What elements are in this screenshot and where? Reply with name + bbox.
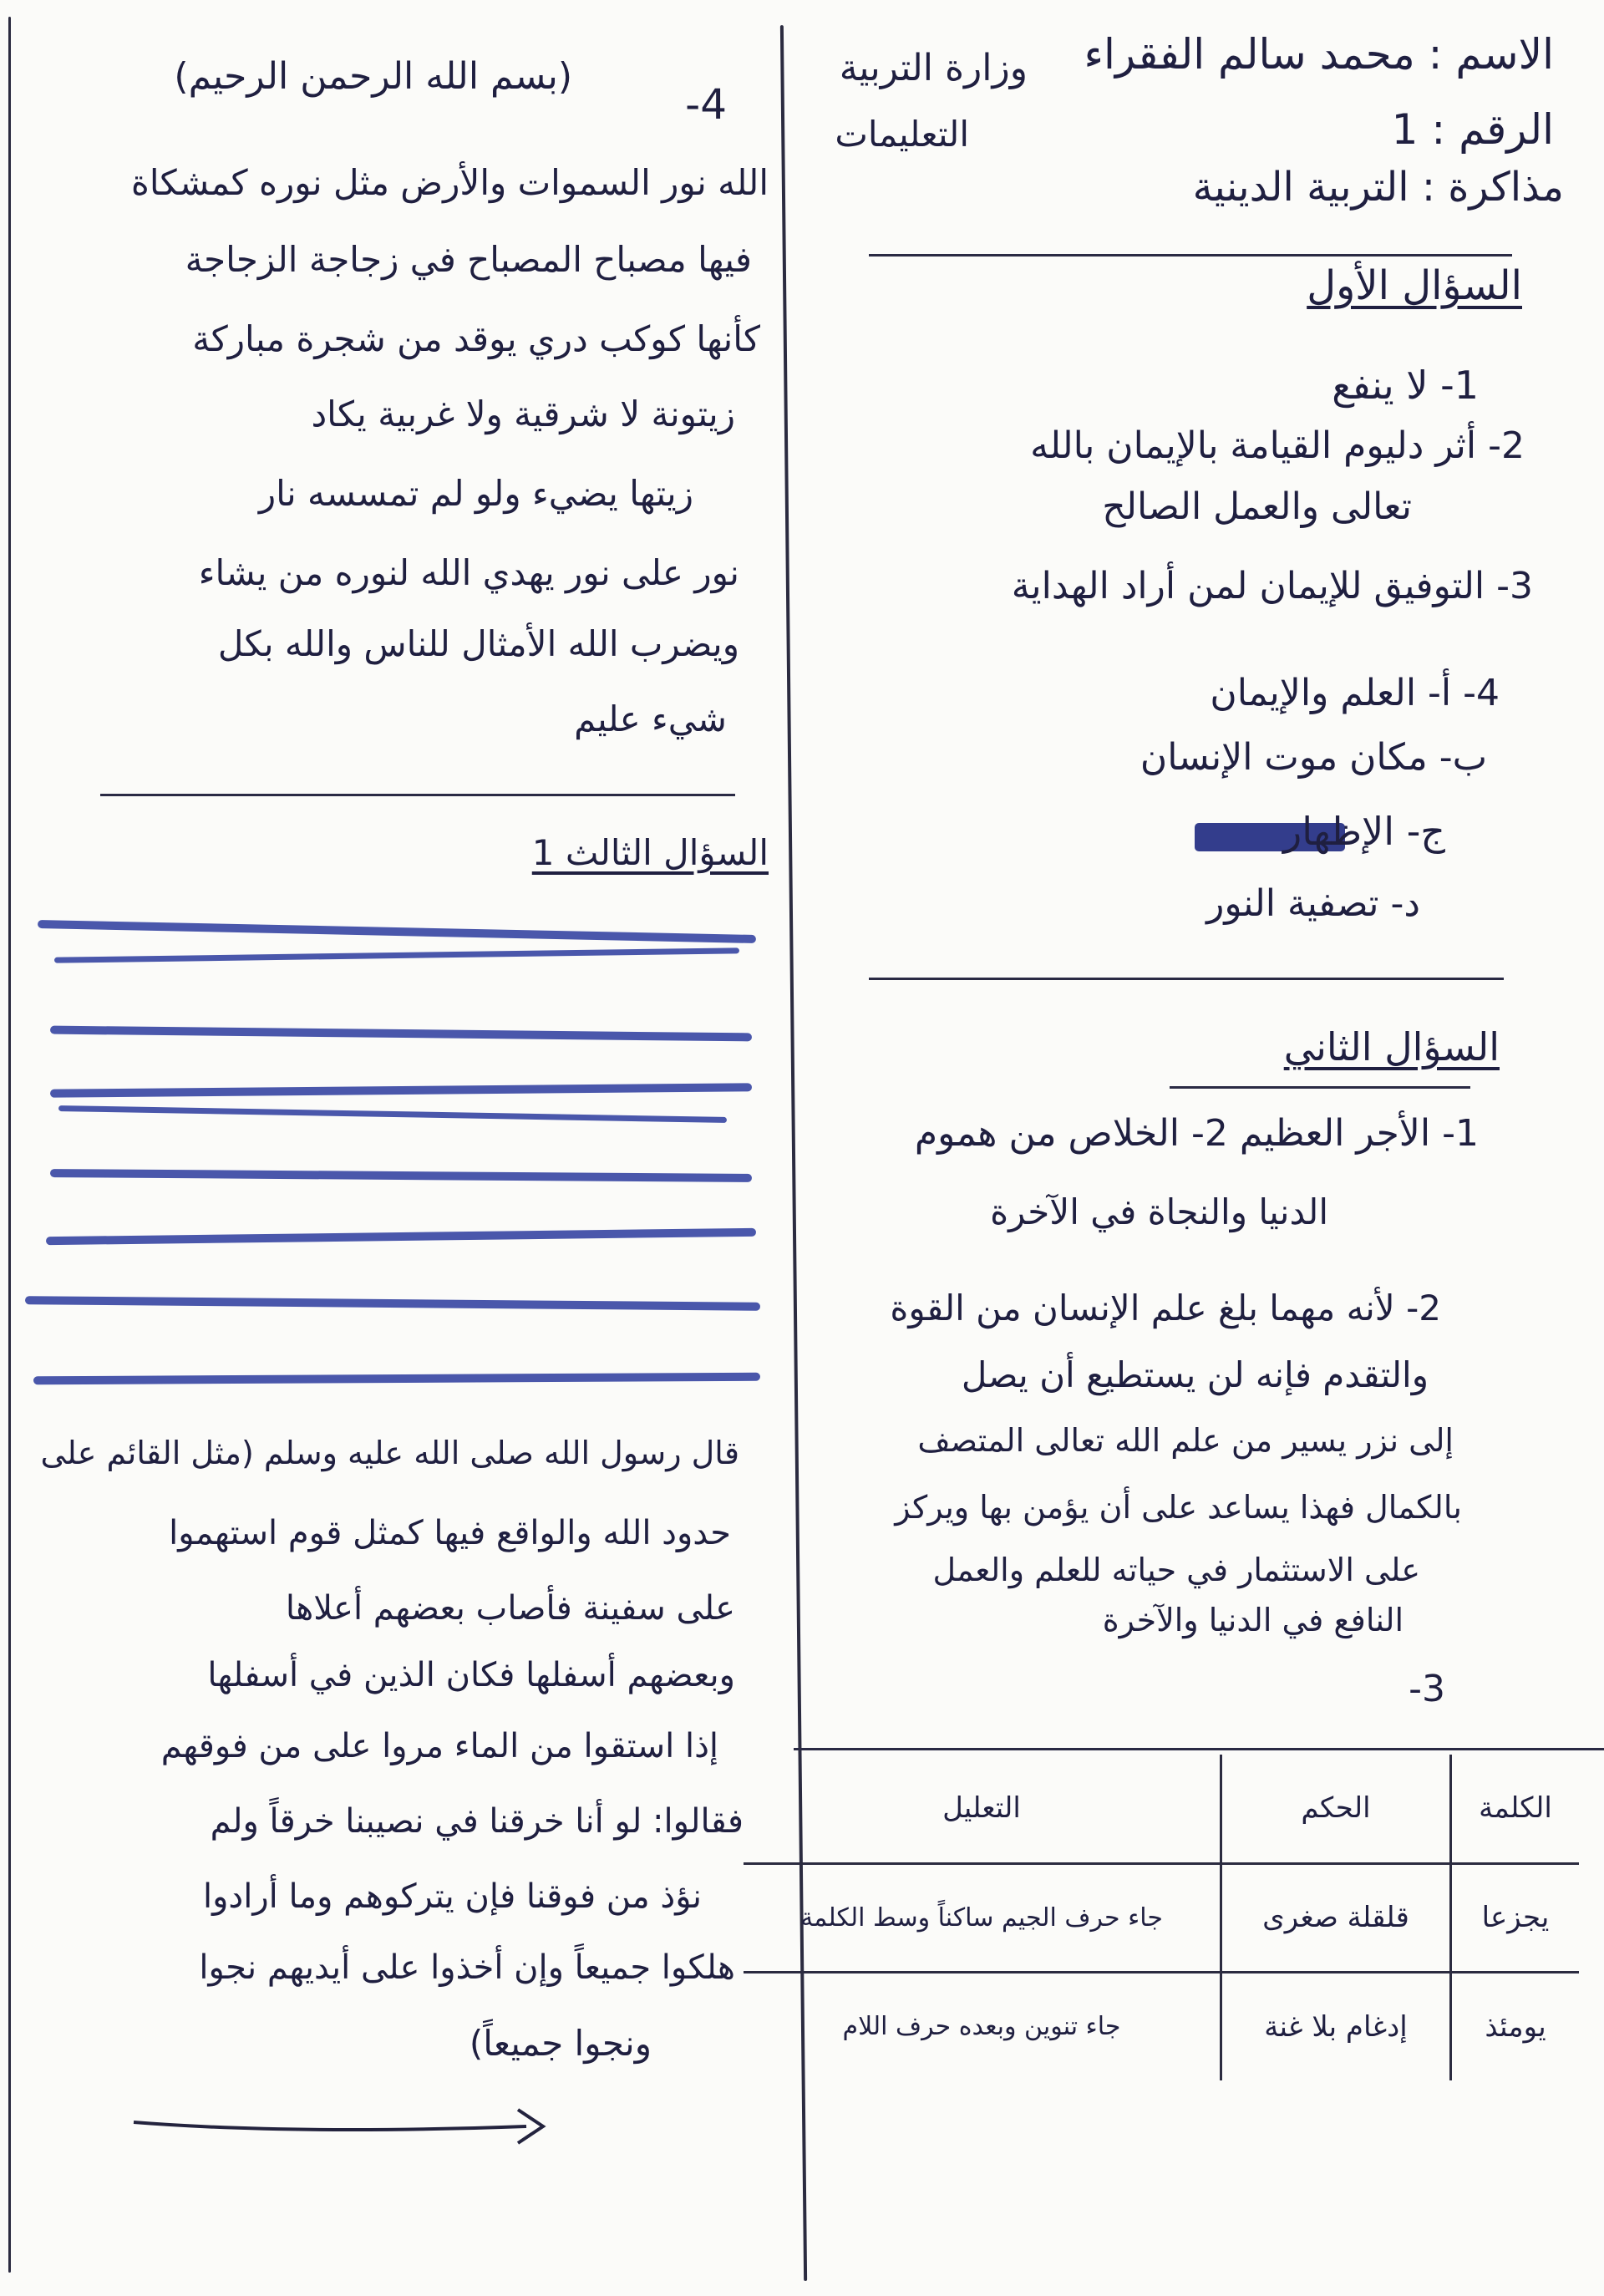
table-cell-ruling: قلقلة صغرى <box>1221 1863 1451 1972</box>
crossout-line <box>46 1228 756 1245</box>
crossout-line <box>33 1373 760 1385</box>
q1-title: السؤال الأول <box>1307 262 1522 309</box>
verse-line-5: زيتها يضيء ولو لم تمسسه نار <box>258 473 693 514</box>
subject-line: مذاكرة : التربية الدينية <box>1192 164 1564 211</box>
verse-line-7: ويضرب الله الأمثال للناس والله بكل <box>217 623 739 664</box>
table-cell-word: يجزعا <box>1451 1863 1580 1972</box>
q2-title-rule <box>1170 1086 1470 1089</box>
hadith-line-1: قال رسول الله صلى الله عليه وسلم (مثل القائم على <box>40 1435 739 1471</box>
q1-item-2-cont: تعالى والعمل الصالح <box>1102 485 1412 528</box>
crossout-line <box>54 947 739 963</box>
hadith-line-6: فقالوا: لو أنا خرقنا في نصيبنا خرقاً ولم <box>210 1802 744 1841</box>
q2-item-2-line6: النافع في الدنيا والآخرة <box>1102 1602 1404 1638</box>
q2-item-1: 1- الأجر العظيم 2- الخلاص من هموم <box>914 1112 1479 1155</box>
hadith-line-4: وبعضهم أسفلها فكان الذين في أسفلها <box>207 1656 735 1694</box>
crossout-line <box>50 1026 752 1042</box>
hadith-line-9: ونجوا جميعاً) <box>469 2023 652 2064</box>
verse-line-4: زيتونة لا شرقية ولا غربية يكاد <box>311 394 735 434</box>
table-cell-word: يومئذ <box>1451 1972 1580 2080</box>
verse-line-3: كأنها كوكب دري يوقد من شجرة مباركة <box>192 318 760 359</box>
verse-end-rule <box>100 794 735 796</box>
q1-item-4d: د- تصفية النور <box>1206 882 1420 925</box>
q1-item-1: 1- لا ينفع <box>1332 363 1479 408</box>
table-header-word: الكلمة <box>1451 1755 1580 1863</box>
q1-item-4c: ج- الإظهار <box>1283 809 1445 854</box>
q2-title: السؤال الثاني <box>1283 1024 1500 1069</box>
hadith-line-2: حدود الله والواقع فيها كمثل قوم استهموا <box>169 1514 731 1552</box>
q2-item-2-line2: والتقدم فإنه لن يستطيع أن يصل <box>961 1354 1429 1395</box>
hadith-line-8: هلكوا جميعاً وإن أخذوا على أيديهم نجوا <box>199 1948 735 1987</box>
verse-line-6: نور على نور يهدي الله لنوره من يشاء <box>198 552 739 593</box>
table-row <box>744 1863 1579 1972</box>
crossout-line <box>38 920 756 943</box>
q1-item-4a: 4- أ- العلم والإيمان <box>1210 672 1500 714</box>
table-row <box>744 1972 1579 2080</box>
table-cell-ruling: إدغام بلا غنة <box>1221 1972 1451 2080</box>
table-top-rule <box>794 1748 1604 1750</box>
hadith-line-5: إذا استقوا من الماء مروا على من فوقهم <box>160 1727 718 1765</box>
verse-line-1: الله نور السموات والأرض مثل نوره كمشكاة <box>130 162 769 203</box>
q1-item-4b: ب- مكان موت الإنسان <box>1140 736 1487 779</box>
table-header-ruling: الحكم <box>1221 1755 1451 1863</box>
crossout-line <box>58 1105 727 1123</box>
crossout-line <box>50 1169 752 1182</box>
hadith-line-3: على سفينة فأصاب بعضهم أعلاها <box>285 1589 735 1628</box>
hadith-line-7: نؤذ من فوقنا فإن يتركوهم وما أرادوا <box>202 1877 702 1916</box>
q4-label: 4- <box>685 80 727 129</box>
q1-end-rule <box>869 978 1504 980</box>
q3-title: السؤال الثالث 1 <box>531 832 769 873</box>
q2-item-2: 2- لأنه مهما بلغ علم الإنسان من القوة <box>890 1288 1441 1328</box>
closing-arrow-mark <box>125 2097 560 2156</box>
q2-item-2-line3: إلى نزر يسير من علم الله تعالى المتصف <box>917 1422 1454 1459</box>
table-cell-reason: جاء حرف الجيم ساكناً وسط الكلمة <box>744 1863 1221 1972</box>
q2-item-2-line4: بالكمال فهذا يساعد على أن يؤمن بها ويركز <box>895 1489 1462 1526</box>
student-name: الاسم : محمد سالم الفقراء <box>1084 30 1554 79</box>
crossout-line <box>50 1083 752 1097</box>
verse-line-2: فيها مصباح المصباح في زجاجة الزجاجة <box>185 239 752 280</box>
table-cell-reason: جاء تنوين وبعده حرف اللام <box>744 1972 1221 2080</box>
tajweed-table <box>744 1755 1579 2080</box>
basmala: (بسم الله الرحمن الرحيم) <box>174 55 572 98</box>
q2-item-2-line5: على الاستثمار في حياته للعلم والعمل <box>932 1552 1420 1588</box>
left-margin-line <box>8 17 11 2273</box>
header-rule <box>869 254 1512 257</box>
q1-item-3: 3- التوفيق للإيمان لمن أراد الهداية <box>1011 565 1533 607</box>
q2-item-3: 3- <box>1409 1668 1445 1710</box>
ministry-line-1: وزارة التربية <box>839 47 1028 89</box>
student-number: الرقم : 1 <box>1391 105 1554 154</box>
q2-item-1-cont: الدنيا والنجاة في الآخرة <box>990 1191 1328 1232</box>
table-header-reason: التعليل <box>744 1755 1221 1863</box>
verse-line-8: شيء عليم <box>574 698 727 739</box>
crossout-line <box>25 1296 760 1311</box>
ministry-line-2: التعليمات <box>835 114 969 155</box>
q1-item-2: 2- أثر دليوم القيامة بالإيمان بالله <box>1030 424 1525 467</box>
